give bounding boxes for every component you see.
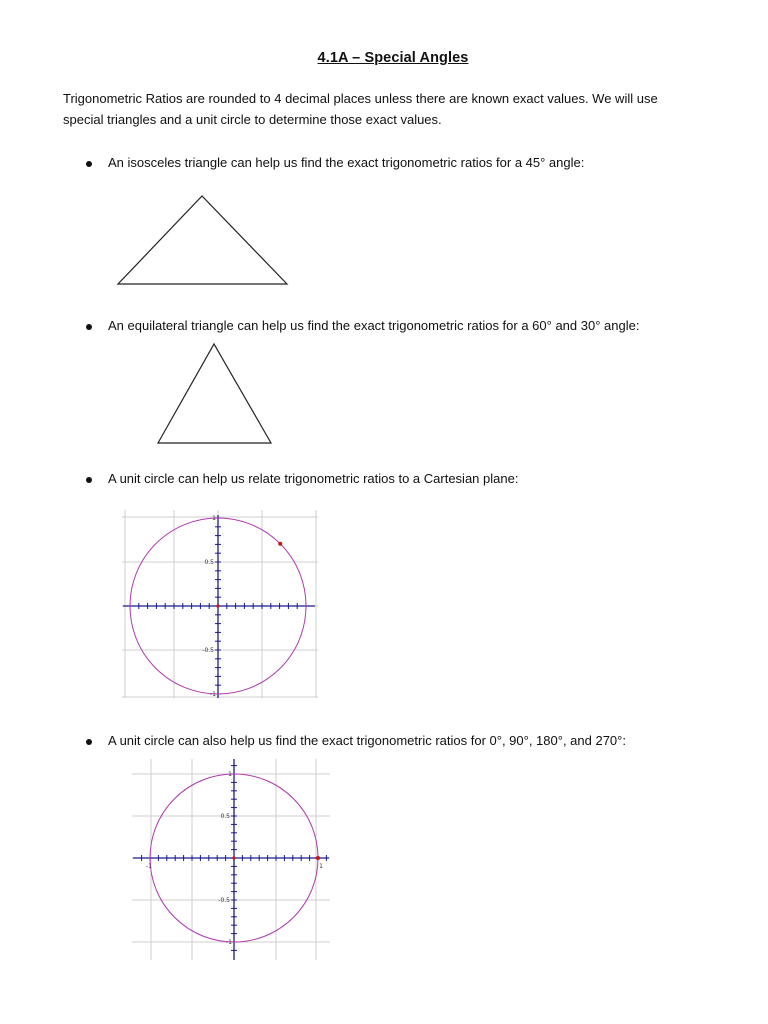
tick-label-y-neg-1: -1	[226, 939, 232, 946]
tick-label-y-1: 1	[228, 771, 232, 778]
tick-label-y-neg-1: -1	[210, 691, 216, 698]
unit-circle-quadrantal-graph	[130, 757, 332, 962]
tick-label-x-neg-1: -1	[146, 863, 152, 870]
tick-label-y-neg-0.5: -0.5	[218, 897, 230, 904]
isosceles-triangle	[110, 190, 300, 290]
bullet-dot	[86, 477, 92, 483]
page-title: 4.1A – Special Angles	[317, 50, 469, 66]
point-on-circle	[278, 542, 282, 546]
tick-label-y-0.5: 0.5	[204, 559, 214, 566]
bullet-text: An equilateral triangle can help us find the exact trigonometric ratios for a 60° and 30° angle:	[108, 318, 640, 333]
tick-label-y-0.5: 0.5	[220, 813, 230, 820]
point-at-0-deg	[316, 856, 320, 860]
bullet-text: A unit circle can help us relate trigonometric ratios to a Cartesian plane:	[108, 471, 519, 486]
bullet-dot	[86, 324, 92, 330]
origin-point	[216, 604, 219, 607]
tick-label-y-neg-0.5: -0.5	[202, 647, 214, 654]
equilateral-triangle	[150, 338, 280, 450]
bullet-dot	[86, 161, 92, 167]
bullet-text: A unit circle can also help us find the exact trigonometric ratios for 0°, 90°, 180°, and 270°:	[108, 733, 626, 748]
bullet-text: An isosceles triangle can help us find the exact trigonometric ratios for a 45° angle:	[108, 155, 585, 170]
bullet-dot	[86, 739, 92, 745]
unit-circle-graph	[120, 508, 320, 700]
intro-line-2: special triangles and a unit circle to determine those exact values.	[63, 112, 442, 127]
intro-paragraph	[63, 88, 723, 130]
tick-label-y-1: 1	[212, 515, 216, 522]
origin-point	[232, 856, 235, 859]
tick-label-x-1: 1	[319, 863, 323, 870]
intro-line-1: Trigonometric Ratios are rounded to 4 decimal places unless there are known exact values. We will use	[63, 91, 658, 106]
